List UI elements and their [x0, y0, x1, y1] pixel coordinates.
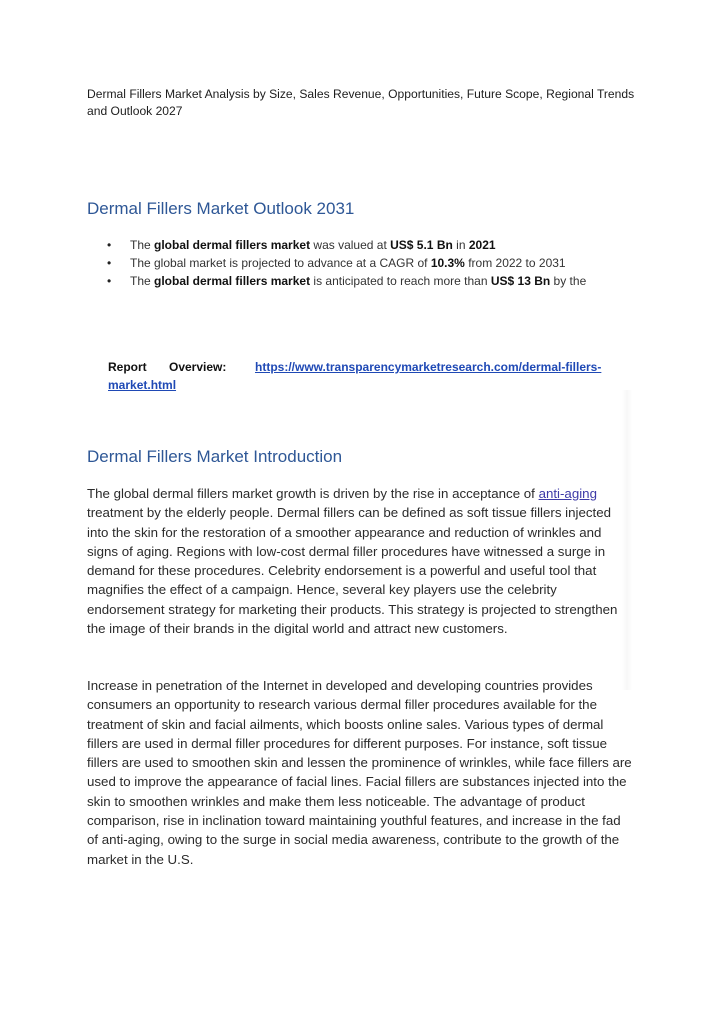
anti-aging-link[interactable]: anti-aging — [538, 486, 597, 501]
bullet-1-strong-market: global dermal fillers market — [154, 238, 311, 252]
bullet-3-connector: by the — [550, 274, 587, 288]
bullet-1-middle: was valued at — [310, 238, 391, 252]
bullet-2-prefix: The global market is projected to advance at a CAGR of — [130, 256, 431, 270]
bullet-2-middle: from 2022 to 2031 — [464, 256, 566, 270]
introduction-paragraph-1 — [87, 484, 635, 638]
report-overview-link[interactable]: https://www.transparencymarketresearch.com/dermal-fillers-market.html — [108, 360, 602, 392]
document-title: Dermal Fillers Market Analysis by Size, Sales Revenue, Opportunities, Future Scope, Regional Trends and Outlook 2027 — [87, 87, 635, 118]
bullet-3-strong-value: US$ 13 Bn — [490, 274, 551, 288]
bullet-1-strong-year: 2021 — [468, 238, 496, 252]
paragraph-1-after-link: treatment by the elderly people. Dermal fillers can be defined as soft tissue fillers injected into the skin for the restoration of a smoother appearance and reduction of wrinkles and signs of aging. Regions with low-cost dermal filler procedures have witnessed a surge in demand for these procedures. Celebrity endorsement is a powerful and useful tool that magnifies the effect of a campaign. Hence, several key players use the celebrity endorsement strategy for marketing their products. This strategy is projected to strengthen the image of their brands in the digital world and attract new customers. — [87, 505, 618, 637]
bullet-1-strong-value: US$ 5.1 Bn — [390, 238, 453, 252]
outlook-bullet-1 — [107, 236, 617, 254]
outlook-bullet-3 — [107, 272, 617, 290]
introduction-heading: Dermal Fillers Market Introduction — [87, 447, 343, 466]
outlook-heading: Dermal Fillers Market Outlook 2031 — [87, 199, 355, 218]
report-label-word-1: Report — [108, 360, 147, 374]
bullet-3-strong-market: global dermal fillers market — [154, 274, 311, 288]
paragraph-1-before-link: The global dermal fillers market growth is driven by the rise in acceptance of — [87, 486, 539, 501]
bullet-1-prefix: The — [130, 238, 155, 252]
introduction-paragraph-2: Increase in penetration of the Internet in developed and developing countries provides consumers an opportunity to research various dermal filler procedures available for the treatment of skin and facial ailments, which boosts online sales. Various types of dermal fillers are used in dermal filler procedures for different purposes. For instance, soft tissue fillers are used to smoothen skin and lessen the prominence of wrinkles, while face fillers are used to improve the appearance of facial lines. Facial fillers are substances injected into the skin to smoothen wrinkles and make them less noticeable. The advantage of product comparison, rise in inclination toward maintaining youthful features, and increase in the fad of anti-aging, owing to the surge in social media awareness, contribute to the growth of the market in the U.S. — [87, 678, 632, 867]
report-label-word-2: Overview: — [169, 360, 227, 374]
bullet-2-strong-cagr: 10.3% — [430, 256, 465, 270]
bullet-3-middle: is anticipated to reach more than — [310, 274, 491, 288]
bullet-1-connector: in — [452, 238, 469, 252]
outlook-bullet-2 — [107, 254, 617, 272]
document-page — [87, 86, 635, 867]
bullet-3-prefix: The — [130, 274, 155, 288]
report-overview-row — [108, 358, 633, 394]
outlook-bullet-list — [107, 236, 617, 290]
